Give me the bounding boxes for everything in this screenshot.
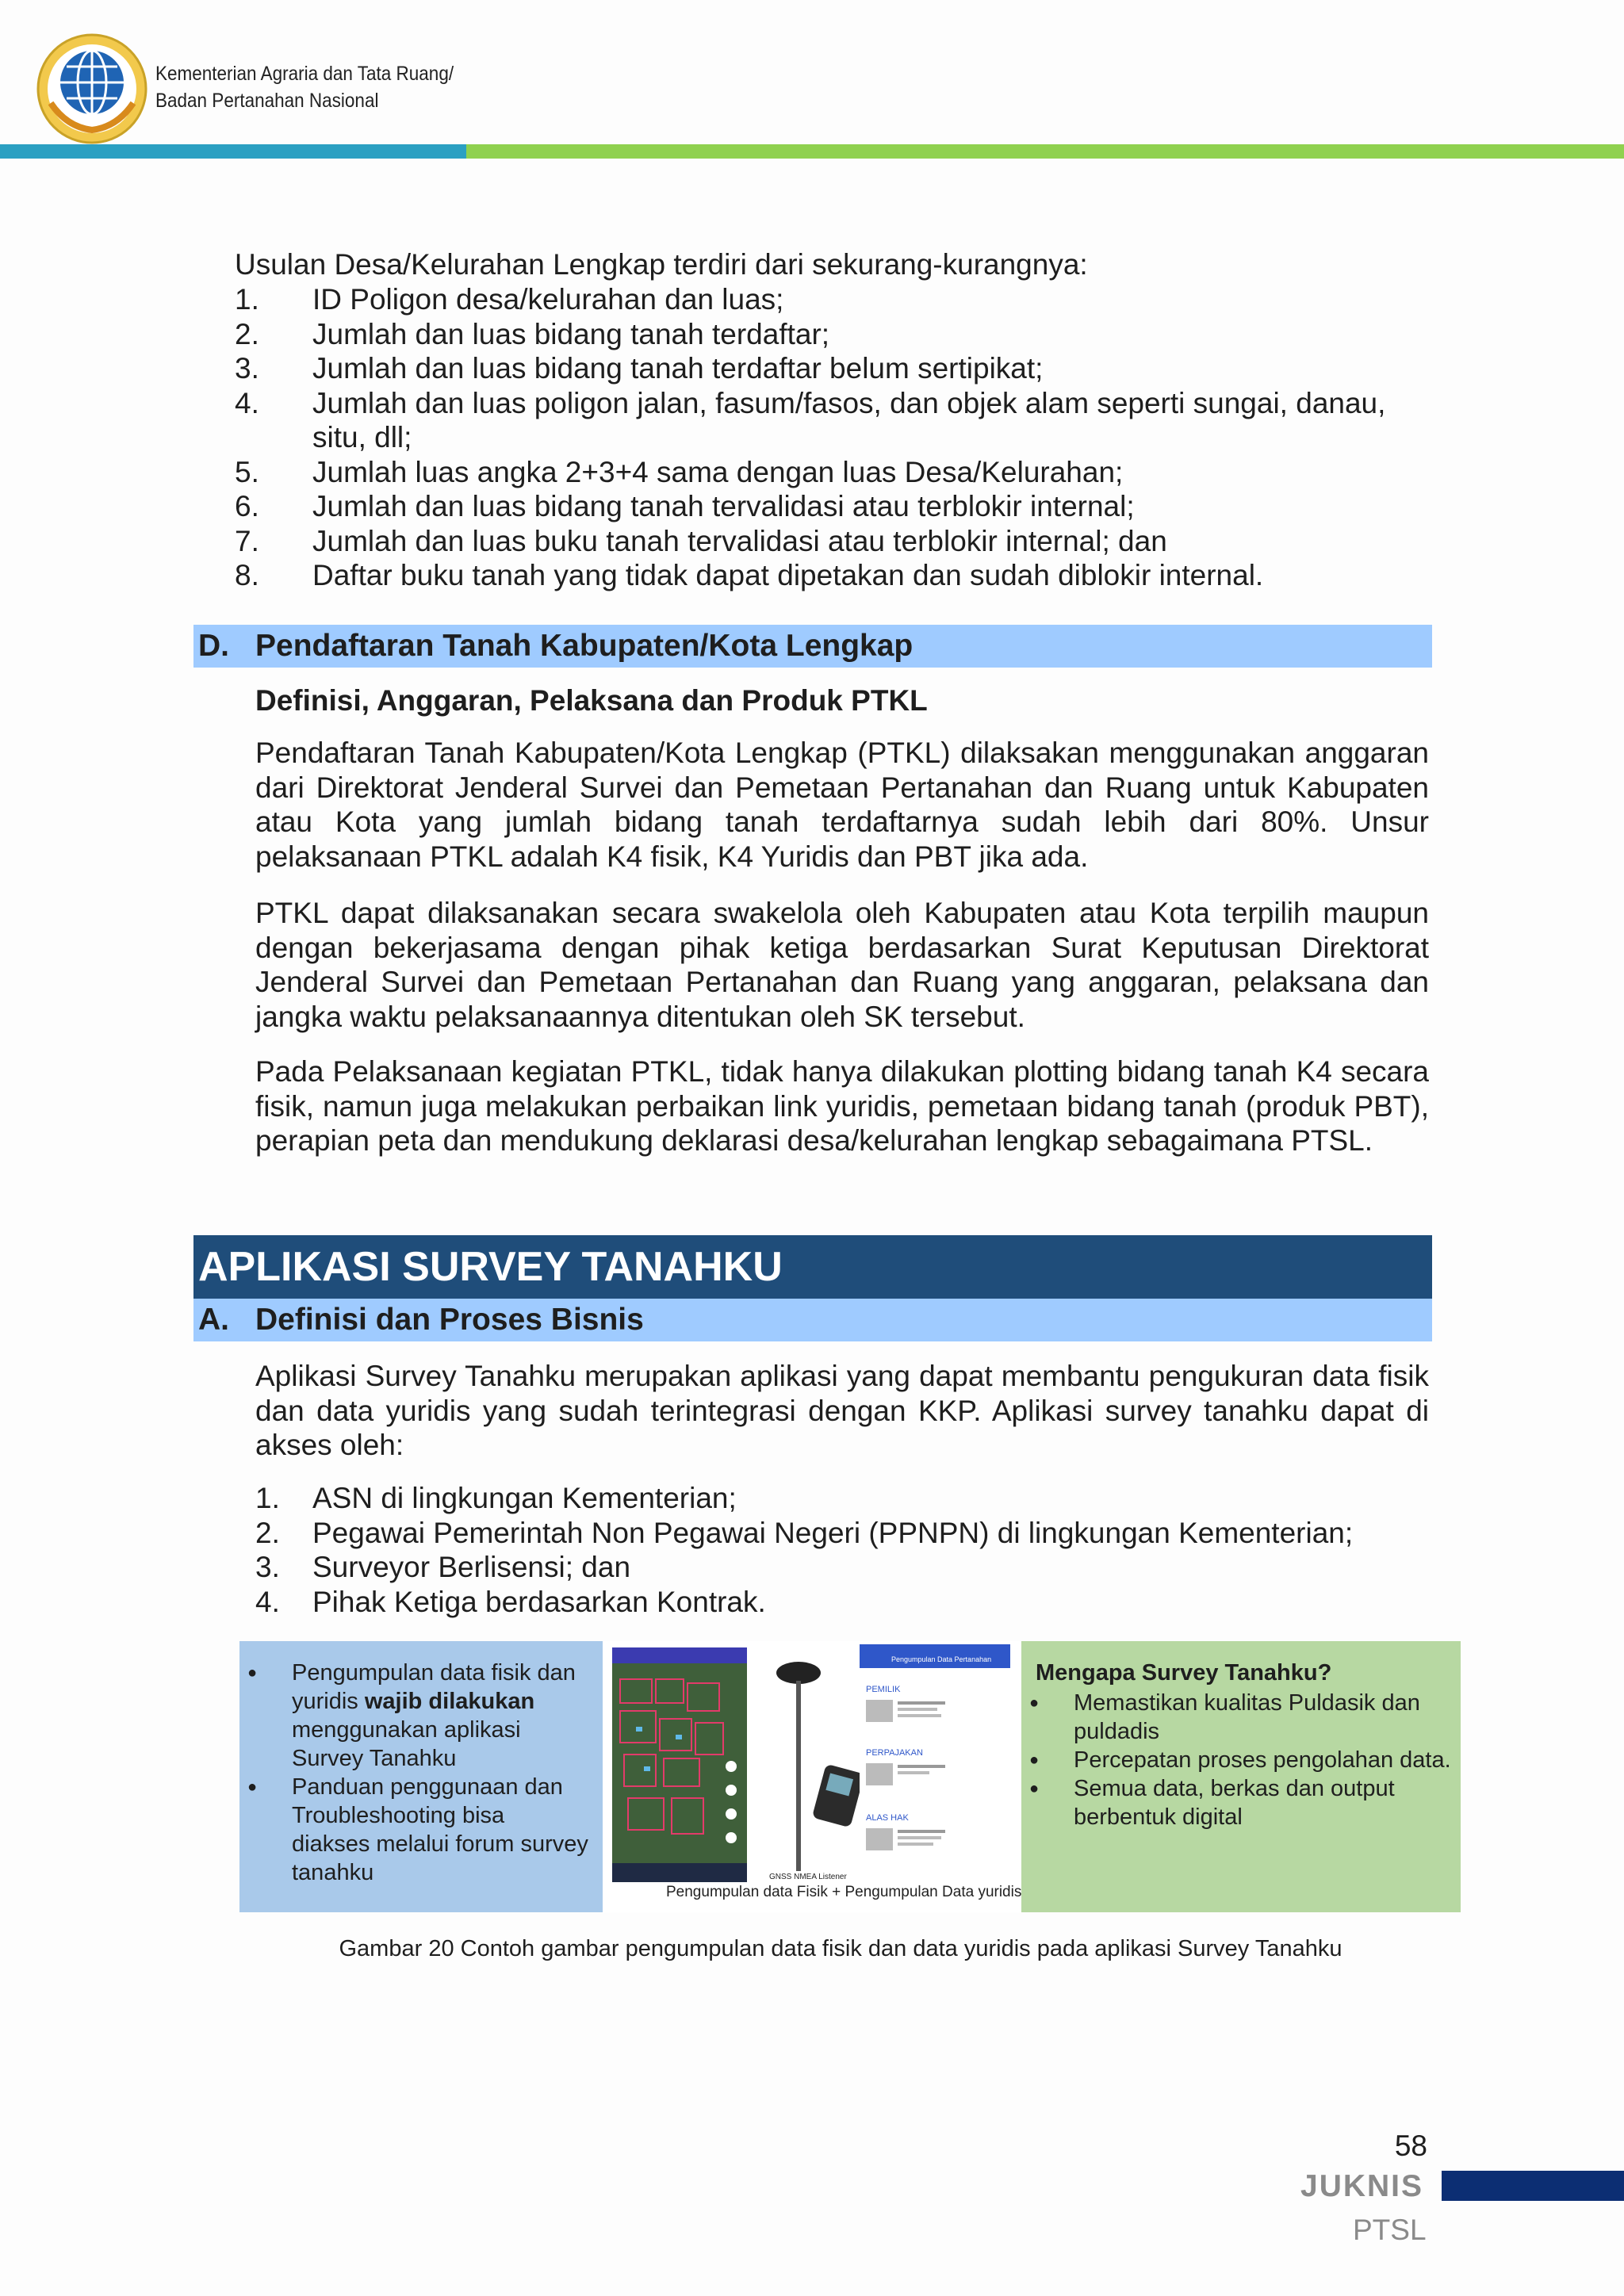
footer-juknis: JUKNIS (1300, 2169, 1424, 2203)
list-number: 3. (235, 352, 259, 385)
phone-screenshot (860, 1644, 1010, 1866)
list-number: 1. (255, 1482, 280, 1514)
section-a-letter: A. (198, 1303, 229, 1337)
left-bullet-list (239, 1659, 588, 1887)
list-number: 1. (235, 283, 259, 316)
list-number: 3. (255, 1551, 280, 1583)
gnss-receiver-icon (763, 1649, 866, 1887)
chapter-title: APLIKASI SURVEY TANAHKU (198, 1244, 783, 1290)
phone-label-pemilik: PEMILIK (866, 1685, 901, 1694)
figure-survey-tanahku (239, 1641, 1461, 1912)
list-number: 5. (235, 455, 259, 488)
phone-header: Pengumpulan Data Pertanahan (891, 1655, 992, 1663)
list-text: Jumlah dan luas bidang tanah terdaftar belum sertipikat; (312, 352, 1044, 385)
list-text: Jumlah dan luas buku tanah tervalidasi atau terblokir internal; dan (312, 524, 1167, 557)
list-number: 4. (235, 386, 259, 419)
list-number: 8. (235, 559, 259, 591)
list-item (235, 524, 1431, 559)
section-d-title: Pendaftaran Tanah Kabupaten/Kota Lengkap (255, 629, 914, 663)
list-text: Surveyor Berlisensi; dan (312, 1551, 631, 1583)
ptkl-paragraph-2: PTKL dapat dilaksanakan secara swakelola oleh Kabupaten atau Kota terpilih maupun dengan bekerjasama dengan pihak ketiga berdasarkan Surat Keputusan Direktorat Jenderal Survei dan Pemetaan Pertanahan dan Ruang yang anggaran, pelaksana dan jangka waktu pelaksanaannya ditentukan oleh SK tersebut. (255, 897, 1429, 1033)
list-text: Jumlah dan luas bidang tanah terdaftar; (312, 317, 830, 350)
list-text: Jumlah dan luas poligon jalan, fasum/fasos, dan objek alam seperti sungai, danau, situ, dll; (312, 386, 1386, 453)
section-d-letter: D. (198, 629, 229, 663)
list-text: Jumlah dan luas bidang tanah tervalidasi atau terblokir internal; (312, 490, 1135, 522)
list-item (235, 455, 1431, 490)
survey-tanahku-paragraph: Aplikasi Survey Tanahku merupakan aplikasi yang dapat membantu pengukuran data fisik dan data yuridis yang sudah terintegrasi dengan KKP. Aplikasi survey tanahku dapat di akses oleh: (255, 1360, 1429, 1461)
right-bullet-item: ● Percepatan proses pengolahan data. (1021, 1746, 1461, 1774)
figure-caption: Gambar 20 Contoh gambar pengumpulan data fisik dan data yuridis pada aplikasi Survey Tanahku (339, 1936, 1342, 1961)
list-text: Pegawai Pemerintah Non Pegawai Negeri (PPNPN) di lingkungan Kementerian; (312, 1516, 1354, 1549)
page-header (0, 0, 1624, 159)
access-list (255, 1481, 1431, 1619)
org-line-2: Badan Pertanahan Nasional (155, 90, 379, 112)
organization-name (155, 60, 454, 114)
list-text: ID Poligon desa/kelurahan dan luas; (312, 283, 784, 316)
figure-right-panel (1021, 1641, 1461, 1912)
right-heading: Mengapa Survey Tanahku? (1036, 1660, 1332, 1686)
header-accent-green (466, 144, 1624, 159)
usulan-list (235, 282, 1431, 593)
list-number: 6. (235, 490, 259, 522)
phone-label-perpajakan: PERPAJAKAN (866, 1748, 923, 1758)
ptkl-paragraph-3: Pada Pelaksanaan kegiatan PTKL, tidak hanya dilakukan plotting bidang tanah K4 secara fisik, namun juga melakukan perbaikan link yuridis, pemetaan bidang tanah (produk PBT), perapian peta dan mendukung deklarasi desa/kelurahan lengkap sebagaimana PTSL. (255, 1055, 1429, 1157)
list-item (235, 558, 1431, 593)
right-bullet-item: ● Memastikan kualitas Puldasik dan puldadis (1021, 1689, 1461, 1746)
figure-left-panel (239, 1641, 603, 1912)
phone-form-icon (860, 1644, 1010, 1866)
list-number: 2. (235, 317, 259, 350)
page-number: 58 (1394, 2130, 1427, 2162)
list-number: 4. (255, 1585, 280, 1618)
figure-middle-caption: Pengumpulan data Fisik + Pengumpulan Data yuridis (666, 1884, 1022, 1900)
ptkl-paragraph-1: Pendaftaran Tanah Kabupaten/Kota Lengkap (PTKL) dilaksakan menggunakan anggaran dari Direktorat Jenderal Survei dan Pemetaan Pertanahan dan Ruang untuk Kabupaten atau Kota yang jumlah bidang tanah terdaftarnya sudah lebih dari 80%. Unsur pelaksanaan PTKL adalah K4 fisik, K4 Yuridis dan PBT jika ada. (255, 737, 1429, 873)
footer-ptsl: PTSL (1353, 2214, 1427, 2246)
list-item (235, 351, 1431, 386)
list-text: Pihak Ketiga berdasarkan Kontrak. (312, 1585, 766, 1618)
list-item (255, 1550, 1431, 1585)
left-bullet-1 (239, 1659, 588, 1773)
left-bullet-2: ● Panduan penggunaan dan Troubleshooting bisa diakses melalui forum survey tanahku (239, 1773, 588, 1887)
list-item (255, 1481, 1431, 1516)
list-item (235, 386, 1431, 455)
map-screenshot-icon (612, 1647, 747, 1882)
right-bullet-item: ● Semua data, berkas dan output berbentuk digital (1021, 1774, 1461, 1831)
right-bullet-list (1021, 1689, 1461, 1831)
phone-label-alas-hak: ALAS HAK (866, 1813, 909, 1823)
list-item (255, 1585, 1431, 1620)
list-item (235, 317, 1431, 352)
section-a-title: Definisi dan Proses Bisnis (255, 1303, 644, 1337)
bpn-logo-icon (35, 32, 149, 146)
list-number: 2. (255, 1516, 280, 1549)
list-text: Daftar buku tanah yang tidak dapat dipetakan dan sudah diblokir internal. (312, 559, 1264, 591)
gnss-label: GNSS NMEA Listener (769, 1873, 847, 1881)
org-line-1: Kementerian Agraria dan Tata Ruang/ (155, 63, 454, 85)
section-d-subheading: Definisi, Anggaran, Pelaksana dan Produk PTKL (255, 684, 928, 717)
intro-text: Usulan Desa/Kelurahan Lengkap terdiri dari sekurang-kurangnya: (235, 248, 1088, 281)
bullet-bold-text: wajib dilakukan (364, 1689, 535, 1714)
list-text: ASN di lingkungan Kementerian; (312, 1482, 737, 1514)
list-item (235, 489, 1431, 524)
header-accent-blue (0, 144, 466, 159)
bullet-text: Pengumpulan data fisik dan yuridis (292, 1660, 576, 1714)
bullet-text: menggunakan aplikasi Survey Tanahku (292, 1717, 521, 1771)
list-number: 7. (235, 524, 259, 557)
list-text: Jumlah luas angka 2+3+4 sama dengan luas Desa/Kelurahan; (312, 455, 1124, 488)
list-item (255, 1516, 1431, 1551)
footer-accent-bar (1442, 2171, 1624, 2201)
list-item (235, 282, 1431, 317)
